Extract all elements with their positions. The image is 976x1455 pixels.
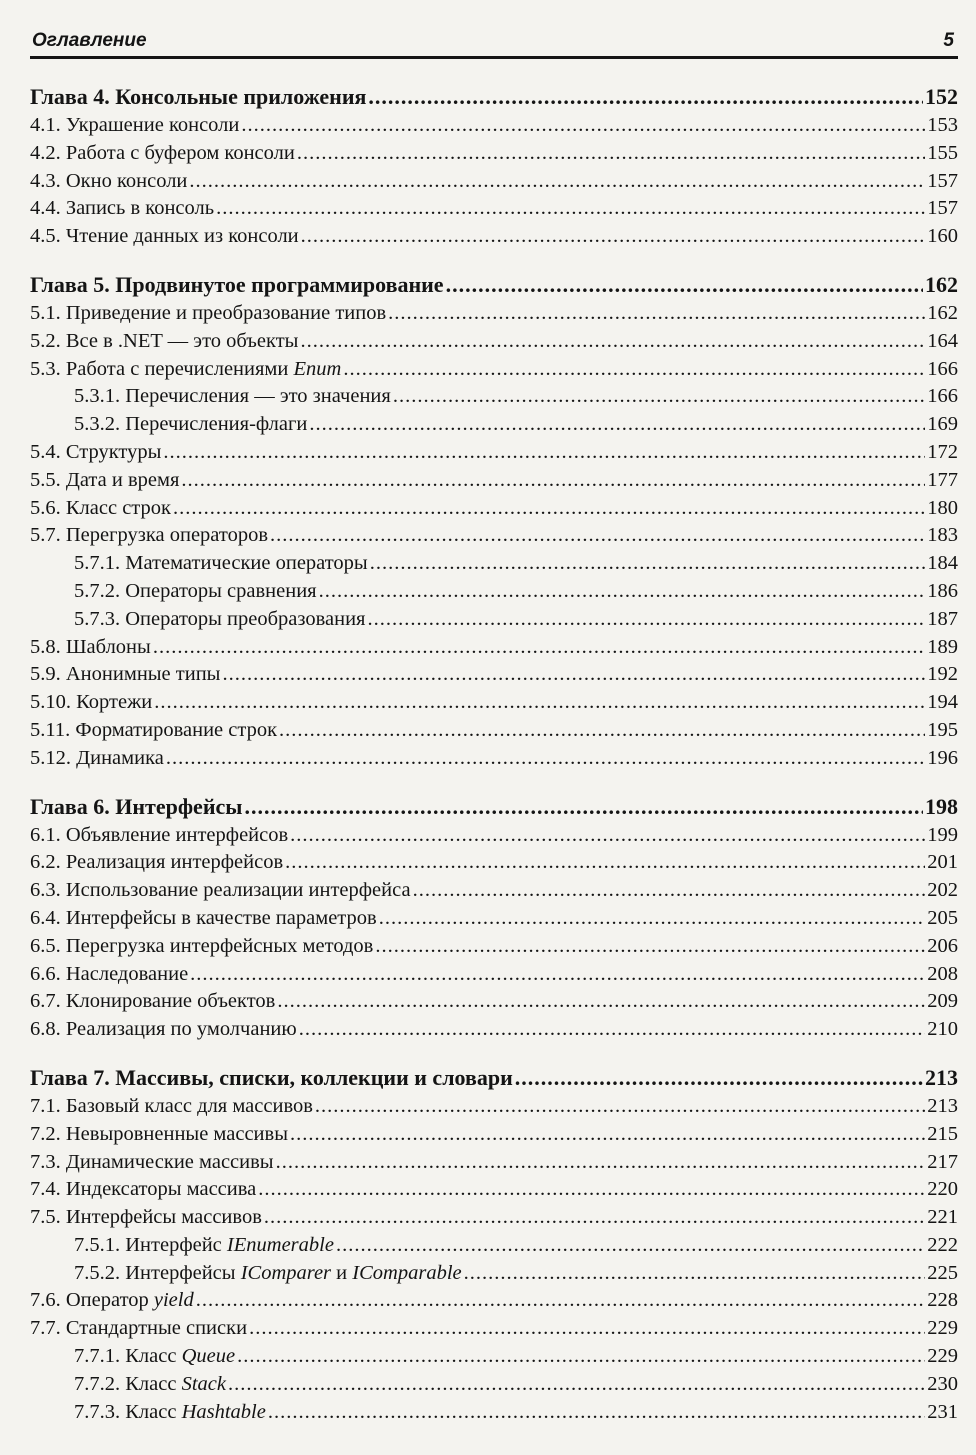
section-entry[interactable]	[30, 879, 958, 907]
section-text: Операторы преобразования	[125, 607, 366, 630]
chapter-entry[interactable]	[30, 794, 958, 824]
dot-leader	[279, 719, 925, 742]
section-entry[interactable]	[30, 1317, 958, 1345]
section-entry[interactable]	[30, 302, 958, 330]
dot-leader	[196, 1289, 926, 1312]
dot-leader	[268, 1401, 925, 1424]
section-title	[30, 524, 268, 547]
section-number: 7.6.	[30, 1289, 66, 1312]
section-title	[30, 907, 377, 930]
section-number: 5.8.	[30, 635, 66, 658]
section-page-number: 201	[927, 851, 958, 874]
section-number: 7.7.1.	[74, 1345, 126, 1368]
section-text: Перегрузка операторов	[65, 524, 268, 547]
subsection-entry[interactable]	[30, 385, 958, 413]
section-page-number: 177	[927, 468, 958, 491]
section-text: Класс	[125, 1345, 182, 1368]
subsection-entry[interactable]	[30, 1401, 958, 1429]
chapter-title: Глава 7. Массивы, списки, коллекции и словари	[30, 1064, 513, 1090]
section-page-number: 206	[927, 934, 958, 957]
section-title	[74, 580, 317, 603]
section-page-number: 213	[927, 1094, 958, 1117]
section-page-number: 199	[927, 823, 958, 846]
section-italic-term: Stack	[181, 1372, 226, 1395]
section-text: Структуры	[65, 440, 162, 463]
section-entry[interactable]	[30, 851, 958, 879]
section-entry[interactable]	[30, 1123, 958, 1151]
section-number: 6.4.	[30, 906, 66, 929]
dot-leader	[515, 1065, 923, 1091]
section-number: 7.7.3.	[74, 1400, 126, 1423]
dot-leader	[464, 1262, 926, 1285]
dot-leader	[300, 330, 925, 353]
section-page-number: 189	[927, 635, 958, 658]
section-page-number: 187	[927, 607, 958, 630]
section-entry[interactable]	[30, 935, 958, 963]
section-entry[interactable]	[30, 747, 958, 775]
dot-leader	[393, 385, 925, 408]
dot-leader	[336, 1234, 925, 1257]
section-text: Операторы сравнения	[125, 579, 317, 602]
dot-leader	[189, 170, 925, 193]
section-number: 7.5.	[30, 1206, 66, 1229]
section-entry[interactable]	[30, 719, 958, 747]
section-entry[interactable]	[30, 497, 958, 525]
section-text: Объявление интерфейсов	[65, 823, 289, 846]
section-number: 4.2.	[30, 141, 66, 164]
section-title	[30, 663, 220, 686]
section-number: 5.7.2.	[74, 579, 126, 602]
section-entry[interactable]	[30, 1206, 958, 1234]
dot-leader	[299, 1018, 926, 1041]
chapter-title: Глава 5. Продвинутое программирование	[30, 271, 444, 297]
section-text: Дата и время	[65, 468, 180, 491]
section-number: 5.3.	[30, 357, 66, 380]
section-text: Перегрузка интерфейсных методов	[65, 934, 374, 957]
section-number: 5.4.	[30, 440, 66, 463]
section-entry[interactable]	[30, 691, 958, 719]
dot-leader	[264, 1206, 925, 1229]
section-page-number: 215	[927, 1122, 958, 1145]
section-entry[interactable]	[30, 824, 958, 852]
section-entry[interactable]	[30, 907, 958, 935]
dot-leader	[309, 413, 925, 436]
section-title	[30, 1018, 297, 1041]
dot-leader	[276, 1151, 926, 1174]
section-page-number: 192	[927, 663, 958, 686]
section-entry[interactable]	[30, 524, 958, 552]
dot-leader	[244, 794, 923, 820]
section-page-number: 186	[927, 579, 958, 602]
section-entry[interactable]	[30, 142, 958, 170]
section-number: 7.7.2.	[74, 1372, 126, 1395]
section-page-number: 172	[927, 440, 958, 463]
section-title	[30, 1178, 256, 1201]
dot-leader	[413, 879, 926, 902]
chapter-entry[interactable]	[30, 1065, 958, 1095]
dot-leader	[319, 580, 926, 603]
section-title	[30, 851, 283, 874]
dot-leader	[173, 497, 925, 520]
dot-leader	[154, 691, 925, 714]
section-text: Наследование	[65, 962, 189, 985]
section-number: 5.2.	[30, 329, 66, 352]
section-title	[30, 302, 386, 325]
section-number: 5.7.1.	[74, 552, 126, 575]
section-text: Интерфейсы массивов	[65, 1206, 262, 1229]
chapter-title: Глава 4. Консольные приложения	[30, 84, 367, 109]
dot-leader	[222, 663, 925, 686]
section-title	[30, 114, 239, 137]
section-title	[30, 636, 151, 659]
section-entry[interactable]	[30, 1289, 958, 1317]
section-text: Класс	[125, 1400, 182, 1423]
section-title	[30, 691, 152, 714]
chapter-block	[30, 272, 958, 775]
section-number: 5.12.	[30, 746, 77, 769]
chapter-block	[30, 1065, 958, 1429]
section-entry[interactable]	[30, 1151, 958, 1179]
section-title	[30, 1317, 247, 1340]
dot-leader	[228, 1373, 925, 1396]
section-italic-term: yield	[153, 1289, 194, 1312]
section-title	[30, 358, 341, 381]
section-title	[30, 469, 179, 492]
header-title: Оглавление	[32, 30, 147, 51]
section-page-number: 220	[927, 1178, 958, 1201]
section-text: Клонирование объектов	[65, 990, 276, 1013]
section-title	[30, 330, 298, 353]
section-page-number: 166	[927, 357, 958, 380]
section-number: 4.1.	[30, 114, 66, 136]
dot-leader	[315, 1095, 925, 1118]
chapter-page-number: 162	[925, 271, 958, 297]
dot-leader	[290, 824, 925, 847]
section-text: Математические операторы	[125, 552, 368, 575]
section-title	[30, 1123, 288, 1146]
section-text: Реализация по умолчанию	[65, 1018, 297, 1041]
chapter-page-number: 198	[925, 793, 958, 819]
section-number: 7.5.2.	[74, 1261, 126, 1284]
section-entry[interactable]	[30, 225, 958, 253]
section-page-number: 166	[927, 385, 958, 408]
section-text: Перечисления-флаги	[125, 413, 308, 436]
section-italic-term: Queue	[181, 1345, 236, 1368]
subsection-entry[interactable]	[30, 608, 958, 636]
section-title	[30, 441, 161, 464]
subsection-entry[interactable]	[30, 1345, 958, 1373]
section-entry[interactable]	[30, 990, 958, 1018]
section-page-number: 157	[927, 169, 958, 192]
dot-leader	[153, 636, 925, 659]
subsection-entry[interactable]	[30, 413, 958, 441]
section-title	[74, 413, 307, 436]
section-text: Запись в консоль	[65, 197, 215, 220]
dot-leader	[446, 272, 923, 298]
section-number: 7.4.	[30, 1178, 66, 1201]
section-entry[interactable]	[30, 170, 958, 198]
section-title	[74, 552, 368, 575]
section-page-number: 229	[927, 1317, 958, 1340]
section-italic-term: IComparable	[352, 1261, 462, 1284]
section-title	[30, 497, 171, 520]
section-page-number: 208	[927, 962, 958, 985]
section-page-number: 153	[927, 114, 958, 136]
section-number: 5.5.	[30, 468, 66, 491]
section-entry[interactable]	[30, 197, 958, 225]
section-number: 5.10.	[30, 691, 77, 714]
section-text: Класс строк	[65, 496, 171, 519]
section-italic-term: Hashtable	[181, 1400, 266, 1423]
section-text: Работа с буфером консоли	[65, 141, 295, 164]
section-title	[30, 142, 295, 165]
dot-leader	[285, 851, 925, 874]
section-text: Динамические массивы	[65, 1150, 274, 1173]
section-title	[30, 1095, 313, 1118]
section-number: 6.6.	[30, 962, 66, 985]
section-entry[interactable]	[30, 963, 958, 991]
section-title	[30, 935, 373, 958]
section-text: Все в .NET — это объекты	[65, 329, 299, 352]
running-header	[30, 22, 958, 59]
section-page-number: 180	[927, 496, 958, 519]
section-page-number: 157	[927, 197, 958, 220]
dot-leader	[370, 552, 926, 575]
chapter-block	[30, 794, 958, 1046]
section-page-number: 195	[927, 718, 958, 741]
chapter-page-number: 152	[925, 84, 958, 109]
chapter-title: Глава 6. Интерфейсы	[30, 793, 243, 819]
section-page-number: 183	[927, 524, 958, 547]
section-text: и	[331, 1261, 353, 1284]
section-title	[30, 225, 299, 248]
section-title	[30, 1289, 194, 1312]
section-title	[30, 197, 214, 220]
section-entry[interactable]	[30, 114, 958, 142]
section-page-number: 184	[927, 552, 958, 575]
section-title	[74, 1373, 226, 1396]
section-entry[interactable]	[30, 358, 958, 386]
section-text: Анонимные типы	[65, 663, 221, 686]
dot-leader	[241, 114, 925, 137]
dot-leader	[166, 747, 925, 770]
section-title	[74, 608, 365, 631]
section-page-number: 230	[927, 1372, 958, 1395]
section-number: 7.2.	[30, 1122, 66, 1145]
section-page-number: 202	[927, 879, 958, 902]
section-text: Чтение данных из консоли	[65, 225, 299, 248]
section-title	[30, 170, 187, 193]
section-page-number: 221	[927, 1206, 958, 1229]
section-number: 5.9.	[30, 663, 66, 686]
section-page-number: 162	[927, 301, 958, 324]
section-text: Интерфейс	[125, 1233, 227, 1256]
section-page-number: 169	[927, 413, 958, 436]
chapter-page-number: 213	[925, 1064, 958, 1090]
section-entry[interactable]	[30, 1018, 958, 1046]
dot-leader	[375, 935, 925, 958]
section-number: 7.3.	[30, 1150, 66, 1173]
section-page-number: 209	[927, 990, 958, 1013]
section-page-number: 155	[927, 141, 958, 164]
section-page-number: 231	[927, 1400, 958, 1423]
section-italic-term: IComparer	[240, 1261, 332, 1284]
section-text: Оператор	[65, 1289, 154, 1312]
dot-leader	[181, 469, 925, 492]
dot-leader	[301, 225, 926, 248]
section-page-number: 205	[927, 906, 958, 929]
section-page-number: 210	[927, 1018, 958, 1041]
section-number: 5.11.	[30, 718, 76, 741]
dot-leader	[216, 197, 925, 220]
section-text: Класс	[125, 1372, 182, 1395]
section-page-number: 160	[927, 225, 958, 248]
section-number: 6.2.	[30, 851, 66, 874]
subsection-entry[interactable]	[30, 1262, 958, 1290]
section-text: Перечисления — это значения	[125, 385, 391, 408]
dot-leader	[258, 1178, 925, 1201]
section-italic-term: IEnumerable	[226, 1233, 334, 1256]
section-number: 5.7.	[30, 524, 66, 547]
section-text: Шаблоны	[65, 635, 151, 658]
section-title	[74, 385, 391, 408]
section-title	[30, 747, 164, 770]
section-title	[30, 1206, 262, 1229]
subsection-entry[interactable]	[30, 1373, 958, 1401]
header-page-number: 5	[943, 30, 954, 51]
section-text: Приведение и преобразование типов	[65, 301, 387, 324]
section-number: 5.7.3.	[74, 607, 126, 630]
section-entry[interactable]	[30, 636, 958, 664]
section-number: 4.3.	[30, 169, 66, 192]
chapter-block	[30, 84, 958, 253]
section-number: 5.6.	[30, 496, 66, 519]
section-text: Интерфейсы в качестве параметров	[65, 906, 377, 929]
section-number: 6.7.	[30, 990, 66, 1013]
dot-leader	[190, 963, 925, 986]
section-number: 5.3.1.	[74, 385, 126, 408]
section-number: 6.3.	[30, 879, 66, 902]
section-entry[interactable]	[30, 469, 958, 497]
section-text: Окно консоли	[65, 169, 188, 192]
section-text: Базовый класс для массивов	[65, 1094, 313, 1117]
section-title	[30, 963, 188, 986]
subsection-entry[interactable]	[30, 552, 958, 580]
section-text: Динамика	[76, 746, 164, 769]
section-title	[74, 1401, 266, 1424]
chapter-entry[interactable]	[30, 84, 958, 114]
section-entry[interactable]	[30, 1095, 958, 1123]
dot-leader	[367, 608, 925, 631]
section-text: Работа с перечислениями	[65, 357, 294, 380]
section-page-number: 222	[927, 1233, 958, 1256]
dot-leader	[388, 302, 925, 325]
section-text: Интерфейсы	[125, 1261, 241, 1284]
table-of-contents	[30, 84, 958, 1447]
section-number: 7.5.1.	[74, 1233, 126, 1256]
section-text: Невыровненные массивы	[65, 1122, 288, 1145]
section-page-number: 225	[927, 1261, 958, 1284]
section-number: 6.8.	[30, 1018, 66, 1041]
dot-leader	[270, 524, 925, 547]
dot-leader	[343, 358, 925, 381]
section-title	[30, 990, 275, 1013]
section-page-number: 228	[927, 1289, 958, 1312]
section-text: Реализация интерфейсов	[65, 851, 284, 874]
section-number: 7.7.	[30, 1317, 66, 1340]
section-entry[interactable]	[30, 663, 958, 691]
section-text: Стандартные списки	[65, 1317, 248, 1340]
section-title	[74, 1262, 462, 1285]
dot-leader	[368, 84, 923, 110]
dot-leader	[379, 907, 926, 930]
dot-leader	[249, 1317, 925, 1340]
dot-leader	[277, 990, 925, 1013]
section-text: Использование реализации интерфейса	[65, 879, 411, 902]
section-number: 4.5.	[30, 225, 66, 248]
section-number: 7.1.	[30, 1094, 66, 1117]
section-page-number: 164	[927, 329, 958, 352]
dot-leader	[290, 1123, 925, 1146]
subsection-entry[interactable]	[30, 580, 958, 608]
section-number: 5.1.	[30, 301, 66, 324]
section-text: Индексаторы массива	[65, 1178, 257, 1201]
section-title	[74, 1234, 334, 1257]
section-number: 6.1.	[30, 823, 66, 846]
section-page-number: 217	[927, 1150, 958, 1173]
dot-leader	[237, 1345, 925, 1368]
section-text: Кортежи	[76, 691, 153, 714]
dot-leader	[297, 142, 925, 165]
section-number: 6.5.	[30, 934, 66, 957]
section-text: Форматирование строк	[75, 718, 278, 741]
dot-leader	[163, 441, 925, 464]
section-title	[30, 824, 288, 847]
section-page-number: 229	[927, 1345, 958, 1368]
subsection-entry[interactable]	[30, 1234, 958, 1262]
chapter-entry[interactable]	[30, 272, 958, 302]
section-entry[interactable]	[30, 1178, 958, 1206]
section-entry[interactable]	[30, 330, 958, 358]
section-page-number: 196	[927, 746, 958, 769]
section-entry[interactable]	[30, 441, 958, 469]
section-page-number: 194	[927, 691, 958, 714]
section-title	[74, 1345, 235, 1368]
section-number: 5.3.2.	[74, 413, 126, 436]
section-title	[30, 719, 277, 742]
section-title	[30, 1151, 274, 1174]
section-title	[30, 879, 411, 902]
section-italic-term: Enum	[293, 357, 342, 380]
section-text: Украшение консоли	[65, 114, 240, 136]
section-number: 4.4.	[30, 197, 66, 220]
